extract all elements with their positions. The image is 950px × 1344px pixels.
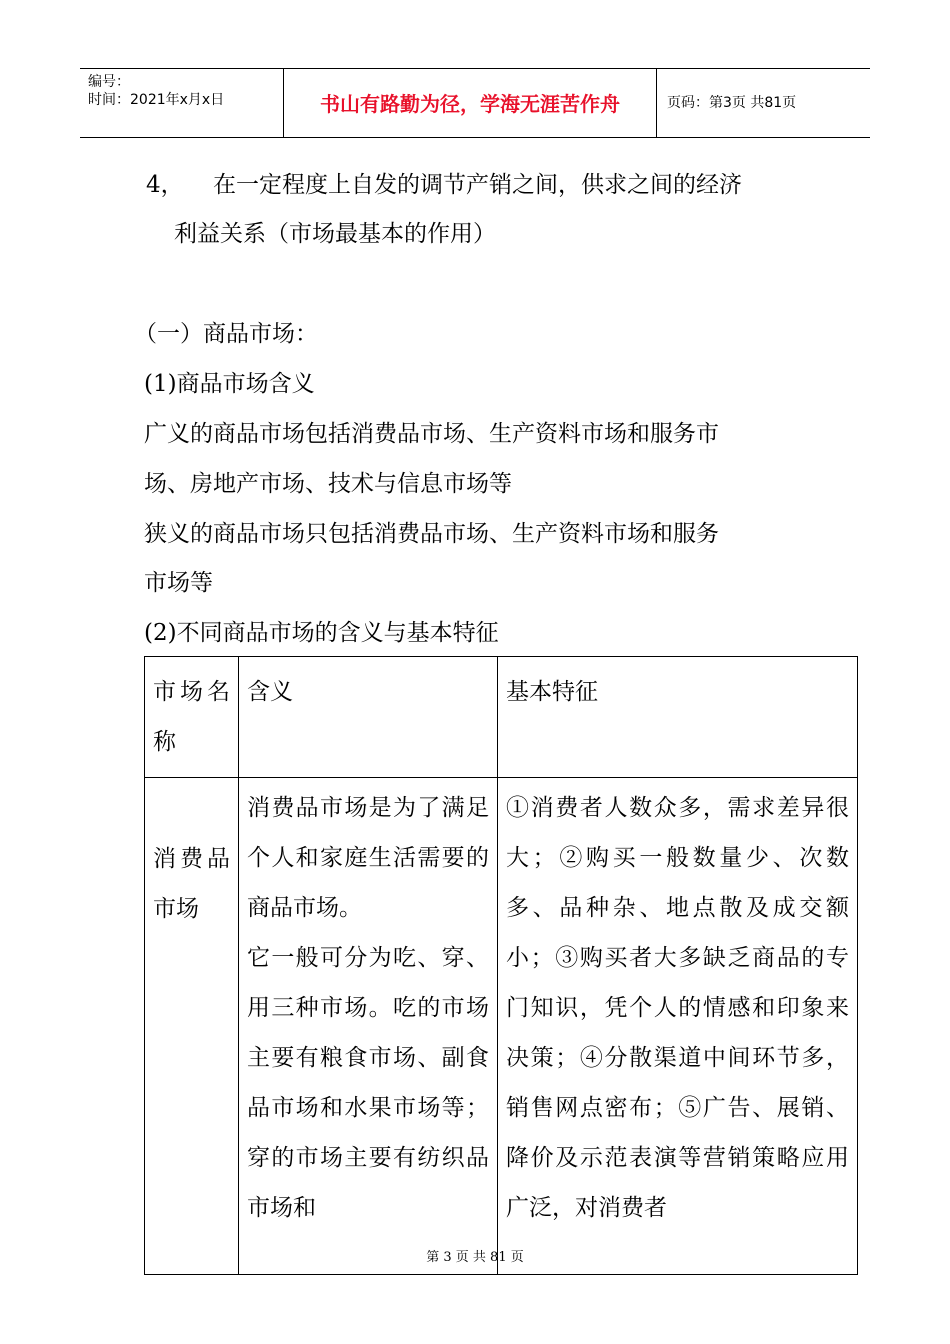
- header-features: 基本特征: [498, 657, 858, 778]
- page-header: [80, 68, 870, 138]
- header-motto: 书山有路勤为径，学海无涯苦作舟: [320, 92, 620, 116]
- header-page-cell: [657, 69, 870, 137]
- section-title: （一）商品市场：: [134, 321, 318, 347]
- header-meaning: 含义: [239, 657, 498, 778]
- cell-features: ①消费者人数众多，需求差异很大；②购买一般数量少、次数多、品种杂、地点散及成交额小；③购买者大多缺乏商品的专门知识，凭个人的情感和印象来决策；④分散渠道中间环节多，销售网点密布；⑤广告、展销、降价及示范表演等营销策略应用广泛，对消费者: [498, 778, 858, 1275]
- item4-line2: 利益关系（市场最基本的作用）: [174, 221, 496, 247]
- broad-definition-line1: 广义的商品市场包括消费品市场、生产资料市场和服务市: [144, 421, 719, 447]
- item4-line1: 在一定程度上自发的调节产销之间，供求之间的经济: [213, 172, 742, 198]
- number-label: 编号：: [88, 74, 130, 90]
- header-market-name: 市场名称: [145, 657, 239, 778]
- time-label: 时间：2021年x月x日: [88, 92, 225, 108]
- page-footer: 第 3 页 共 81 页: [426, 1250, 524, 1265]
- header-meta-cell: [80, 69, 284, 137]
- cell-meaning: [239, 778, 498, 1275]
- table-row: [145, 778, 858, 1275]
- market-table: [144, 656, 858, 1275]
- header-page-info: 页码：第3页 共81页: [667, 95, 797, 111]
- sub1-title: (1)商品市场含义: [144, 371, 315, 397]
- meaning-paragraph-1: 消费品市场是为了满足个人和家庭生活需要的商品市场。: [247, 795, 489, 921]
- meaning-paragraph-2: 它一般可分为吃、穿、用三种市场。吃的市场主要有粮食市场、副食品市场和水果市场等；穿的市场主要有纺织品市场和: [247, 945, 489, 1221]
- narrow-definition-line2: 市场等: [144, 570, 213, 596]
- item4-number: 4，: [146, 172, 184, 198]
- narrow-definition-line1: 狭义的商品市场只包括消费品市场、生产资料市场和服务: [144, 521, 719, 547]
- table-header-row: [145, 657, 858, 778]
- broad-definition-line2: 场、房地产市场、技术与信息市场等: [144, 471, 512, 497]
- sub2-title: (2)不同商品市场的含义与基本特征: [144, 620, 499, 646]
- cell-market-name: 消费品市场: [145, 778, 239, 1275]
- header-motto-cell: [284, 69, 657, 137]
